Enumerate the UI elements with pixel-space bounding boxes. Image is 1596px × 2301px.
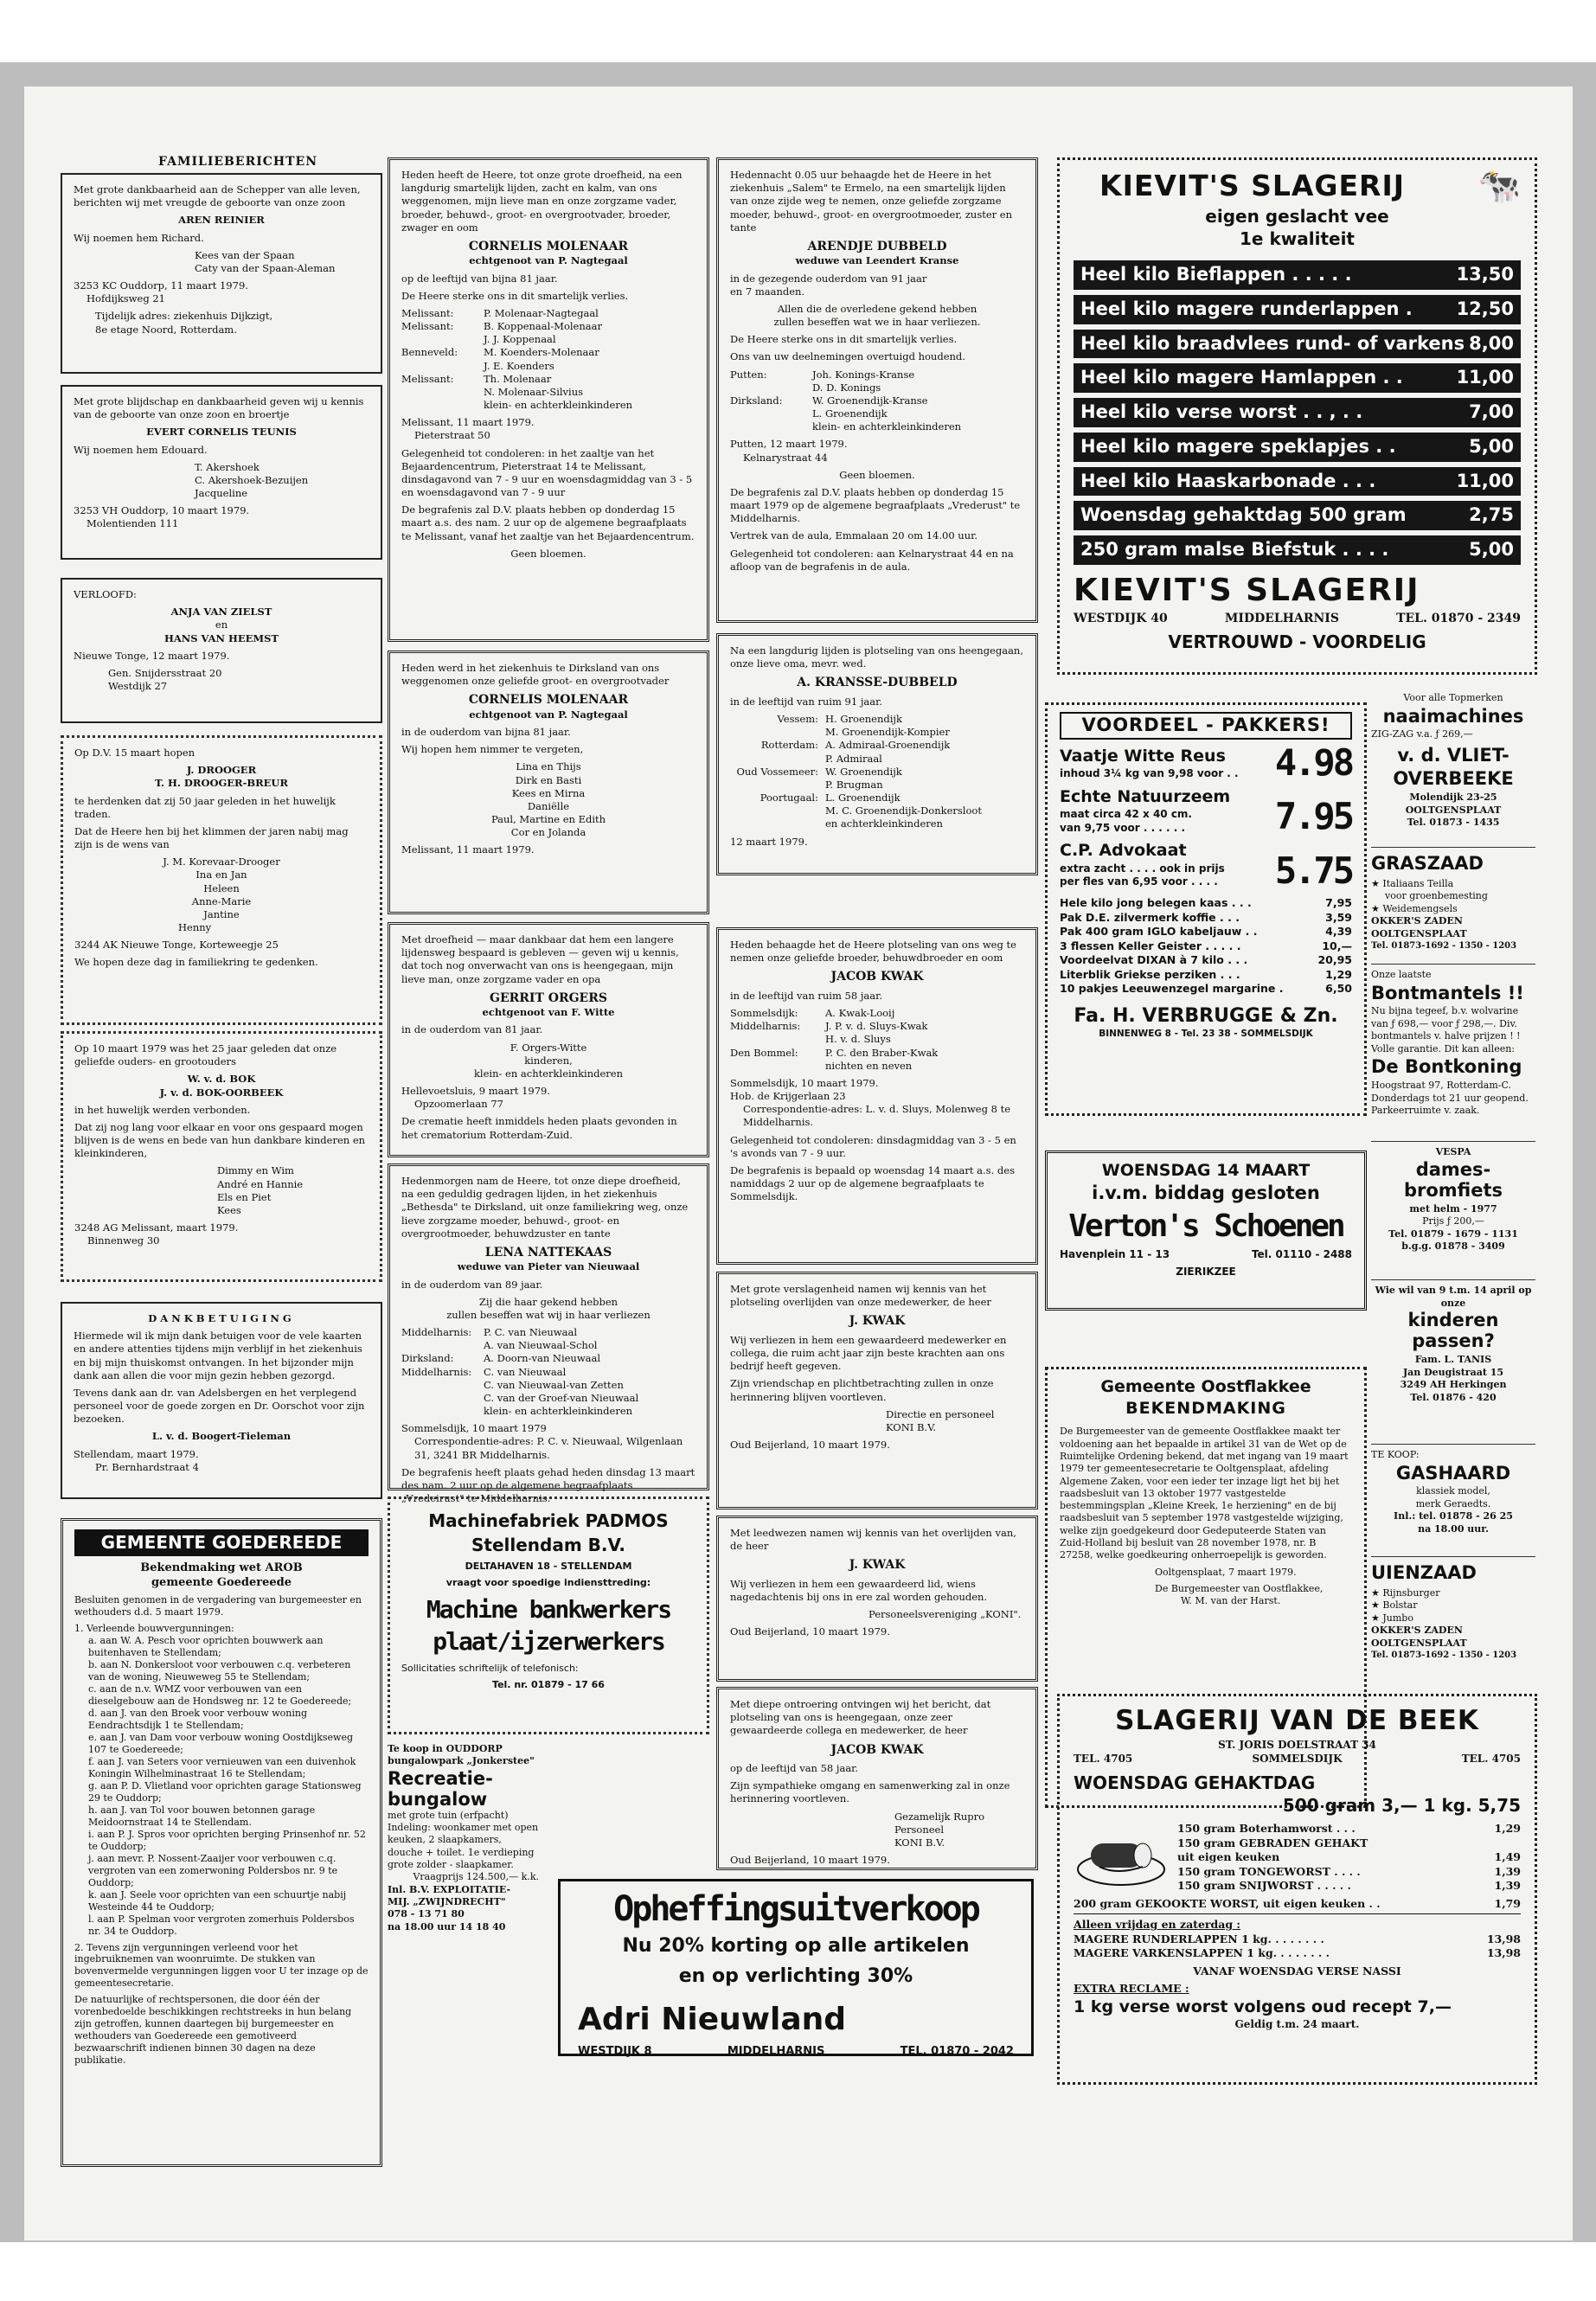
price-row: Pak D.E. zilvermerk koffie . . . 3,59 <box>1060 910 1352 924</box>
price-row: 250 gram malse Biefstuk . . . . 5,00 <box>1074 535 1521 565</box>
obituary-kransse: Na een langdurig lijden is plotseling van ons heengegaan, onze lieve oma, mevr. wed. A. KRANSSE-DUBBELD in de leeftijd van ruim 91 jaar. Vessem: H. Groenendijk M. Groenendijk-Kompier Rotterdam: A. Admiraal-Groenendijk P. Admiraal Oud Vossemeer: W. Groenendijk P. Brugman Poortugaal: L. Groenendijk M. C. Groenendijk-Donkersloot en achterkleinkinderen 12 maart 1979. <box>716 633 1038 875</box>
price-row: Hele kilo jong belegen kaas . . . 7,95 <box>1060 896 1352 910</box>
obituary-kwak-rupro: Met diepe ontroering ontvingen wij het bericht, dat plotseling van ons is heengegaan, onze zeer gewaardeerde collega en medewerker, de heer JACOB KWAK op de leeftijd van 58 jaar. Zijn sympathieke omgang en samenwerking zal in onze herinnering voortleven. Gezamelijk Rupro Personeel KONI B.V. Oud Beijerland, 10 maart 1979. <box>716 1687 1038 1870</box>
list-item: i. aan P. J. Spros voor oprichten berging Prinsenhof nr. 52 te Ouddorp; <box>88 1828 366 1852</box>
clearance-address: WESTDIJK 8 MIDDELHARNIS TEL. 01870 - 2042 <box>578 2044 1014 2058</box>
birth-notice-evert: Met grote blijdschap en dankbaarheid geven wij u kennis van de geboorte van onze zoon en broertje EVERT CORNELIS TEUNIS Wij noemen hem Edouard. T. Akershoek C. Akershoek-Bezuijen Jacqueline 3253 VH Ouddorp, 10 maart 1979. Molentienden 111 <box>61 385 382 560</box>
obituary-orgers: Met droefheid — maar dankbaar dat hem een langere lijdensweg bespaard is gebleven — geven wij u kennis, dat toch nog onverwacht van ons is heengegaan, mijn lieve man, onze zorgzame vader en opa GERRIT ORGERS echtgenoot van F. Witte in de ouderdom van 81 jaar. F. Orgers-Witte kinderen, klein- en achterkleinkinderen Hellevoetsluis, 9 maart 1979. Opzoomerlaan 77 De crematie heeft inmiddels heden plaats gevonden in het crematorium Rotterdam-Zuid. <box>388 922 709 1157</box>
oostflakkee-announcement: Gemeente Oostflakkee BEKENDMAKING De Burgemeester van de gemeente Oostflakkee maakt ter voldoening aan het bepaalde in artikel 31 van de Wet op de Ruimtelijke Ordening bekend, dat met ingang van 19 maart 1979 ter gemeentesecretarie te Ooltgensplaat, afdeling Algemene Zaken, voor een ieder ter inzage ligt het bij het raadsbesluit van 13 oktober 1977 vastgestelde bestemmingsplan „Kleine Kreek, 1e herziening" en de bij raadsbesluit van 5 september 1978 vastgestelde wijziging, welke zijn goedgekeurd door Gedeputeerde Staten van Zuid-Holland bij besluit van 28 november 1978, nr. B 27258, welke goedkeuring onherroepelijk is geworden. Ooltgensplaat, 7 maart 1979. De Burgemeester van Oostflakkee, W. M. van der Harst. <box>1045 1367 1367 1808</box>
obituary-molenaar: Heden heeft de Heere, tot onze grote droefheid, na een langdurig smartelijk lijden, zacht en kalm, van ons weggenomen, mijn lieve man en onze zorgzame vader, broeder, behuwd-, groot- en overgrootvader, broeder, zwager en oom CORNELIS MOLENAAR echtgenoot van P. Nagtegaal op de leeftijd van bijna 81 jaar. De Heere sterke ons in dit smartelijk verlies. Melissant: P. Molenaar-Nagtegaal Melissant: B. Koppenaal-Molenaar J. J. Koppenaal Benneveld: M. Koenders-Molenaar J. E. Koenders Melissant: Th. Molenaar N. Molenaar-Silvius klein- en achterkleinkinderen Melissant, 11 maart 1979. Pieterstraat 50 Gelegenheid tot condoleren: in het zaaltje van het Bejaardencentrum, Pieterstraat 14 te Melissant, dinsdagavond van 7 - 9 uur en woensdagmiddag van 3 - 5 en woensdagavond van 7 - 9 uur De begrafenis zal D.V. plaats hebben op donderdag 15 maart a.s. des nam. 2 uur op de algemene begraafplaats te Melissant, vanaf het zaaltje van het Bejaardencentrum. Geen bloemen. <box>388 157 709 642</box>
list-item: g. aan P. D. Vlietland voor oprichten garage Stationsweg 29 te Ouddorp; <box>88 1779 362 1804</box>
obituary-kwak-koni: Met grote verslagenheid namen wij kennis van het plotseling overlijden van onze medewerker, de heer J. KWAK Wij verliezen in hem een gewaardeerd medewerker en collega, die ruim acht jaar zijn beste krachten aan ons bedrijf heeft gegeven. Zijn vriendschap en plichtbetrachting zullen in onze herinnering blijven voortleven. Directie en personeel KONI B.V. Oud Beijerland, 10 maart 1979. <box>716 1272 1038 1509</box>
section-header: FAMILIEBERICHTEN <box>157 155 318 169</box>
price-row: Heel kilo Bieflappen . . . . . 13,50 <box>1074 260 1521 290</box>
price-row: Heel kilo verse worst . . , . . 7,00 <box>1074 398 1521 427</box>
star-icon: ★ <box>1371 902 1383 914</box>
verton-shoes-ad: WOENSDAG 14 MAART i.v.m. biddag gesloten Verton's Schoenen Havenplein 11 - 13 Tel. 01110 - 2488 ZIERIKZEE <box>1045 1150 1367 1311</box>
price-row: 150 gram SNIJWORST . . . . . 1,39 <box>1177 1879 1521 1893</box>
permit-list <box>74 1635 369 1937</box>
clearance-sale-ad: Opheffingsuitverkoop Nu 20% korting op alle artikelen en op verlichting 30% Adri Nieuwland WESTDIJK 8 MIDDELHARNIS TEL. 01870 - 2042 <box>558 1879 1034 2056</box>
price-row: Heel kilo magere Hamlappen . . 11,00 <box>1074 363 1521 393</box>
price-row: Heel kilo magere runderlappen . 12,50 <box>1074 295 1521 324</box>
obituary-kwak-association: Met leedwezen namen wij kennis van het overlijden van, de heer J. KWAK Wij verliezen in hem een gewaardeerd lid, wiens nagedachtenis bij ons in ere zal worden gehouden. Personeelsvereniging „KONI". Oud Beijerland, 10 maart 1979. <box>716 1516 1038 1682</box>
list-item: c. aan de n.v. WMZ voor verbouwen van een dieselgebouw aan de Hondsweg nr. 12 te Goedereede; <box>88 1683 352 1708</box>
obituary-nattekaas: Hedenmorgen nam de Heere, tot onze diepe droefheid, na een geduldig gedragen lijden, in het ziekenhuis „Bethesda" te Dirksland, uit onze familiekring weg, onze lieve zorgzame moeder, behuwd-, groot- en overgrootmoeder, behuwdzuster en tante LENA NATTEKAAS weduwe van Pieter van Nieuwaal in de ouderdom van 89 jaar. Zij die haar gekend hebben zullen beseffen wat wij in haar verliezen Middelharnis: P. C. van Nieuwaal A. van Nieuwaal-Schol Dirksland: A. Doorn-van Nieuwaal Middelharnis: C. van Nieuwaal C. van Nieuwaal-van Zetten C. van der Groef-van Nieuwaal klein- en achterkleinkinderen Sommelsdijk, 10 maart 1979 Correspondentie-adres: P. C. v. Nieuwaal, Wilgenlaan 31, 3241 BR Middelharnis. De begrafenis heeft plaats gehad heden dinsdag 13 maart des nam. 2 uur op de algemene begraafplaats „Vredeirust" te Middelharnis. <box>388 1163 709 1490</box>
list-item: d. aan J. van den Broek voor verbouw woning Eendrachtsdijk 1 te Stellendam; <box>88 1708 308 1732</box>
list-item: a. aan W. A. Pesch voor oprichten bouwwerk aan buitenhaven te Stellendam; <box>88 1635 324 1659</box>
price-row: Heel kilo braadvlees rund- of varkens 8,00 <box>1074 330 1521 359</box>
goedereede-title: GEMEENTE GOEDEREEDE <box>74 1529 369 1556</box>
thank-you-notice: DANKBETUIGING Hiermede wil ik mijn dank betuigen voor de vele kaarten en andere attenties tijdens mijn verblijf in het ziekenhuis en bij mijn thuiskomst ontvangen. In het bijzonder mijn dank aan allen die voor mijn gezin hebben gezorgd. Tevens dank aan dr. van Adelsbergen en het verplegend personeel voor de goede zorgen en Dr. Oorschot voor zijn bezoeken. L. v. d. Boogert-Tieleman Stellendam, maart 1979. Pr. Bernhardstraat 4 <box>61 1302 382 1499</box>
gashaard-ad: TE KOOP: GASHAARD klassiek model, merk Geraedts. Inl.: tel. 01878 - 26 25 na 18.00 uur. <box>1371 1449 1535 1557</box>
engagement-notice: VERLOOFD: ANJA VAN ZIELST en HANS VAN HEEMST Nieuwe Tonge, 12 maart 1979. Gen. Snijdersstraat 20 Westdijk 27 <box>61 578 382 723</box>
price-row: 200 gram GEKOOKTE WORST, uit eigen keuken . . 1,79 <box>1074 1897 1521 1915</box>
graszaad-ad: GRASZAAD ★ Italiaans Teilla voor groenbemesting ★ Weidemengsels OKKER'S ZADEN OOLTGENSPLAAT Tel. 01873-1692 - 1350 - 1203 <box>1371 852 1535 965</box>
list-item: h. aan J. van Tol voor bouwen betonnen garage Meidoornstraat 14 te Stellendam. <box>88 1804 316 1828</box>
price-row: MAGERE RUNDERLAPPEN 1 kg. . . . . . . . 13,98 <box>1074 1932 1521 1945</box>
meat-illustration <box>1074 1822 1169 1891</box>
price-row: Woensdag gehaktdag 500 gram 2,75 <box>1074 501 1521 530</box>
price-row: Heel kilo Haaskarbonade . . . 11,00 <box>1074 467 1521 497</box>
obituary-molenaar-grandchildren: Heden werd in het ziekenhuis te Dirksland van ons weggenomen onze geliefde groot- en overgrootvader CORNELIS MOLENAAR echtgenoot van P. Nagtegaal in de ouderdom van bijna 81 jaar. Wij hopen hem nimmer te vergeten, Lina en Thijs Dirk en Basti Kees en Mirna Daniëlle Paul, Martine en Edith Cor en Jolanda Melissant, 11 maart 1979. <box>388 651 709 914</box>
obituary-kwak-family: Heden behaagde het de Heere plotseling van ons weg te nemen onze geliefde broeder, behuwdbroeder en oom JACOB KWAK in de leeftijd van ruim 58 jaar. Sommelsdijk: A. Kwak-Looij Middelharnis: J. P. v. d. Sluys-Kwak H. v. d. Sluys Den Bommel: P. C. den Braber-Kwak nichten en neven Sommelsdijk, 10 maart 1979. Hob. de Krijgerlaan 23 Correspondentie-adres: L. v. d. Sluys, Molenweg 8 te Middelharnis. Gelegenheid tot condoleren: dinsdagmiddag van 3 - 5 en 's avonds van 7 - 9 uur. De begrafenis is bepaald op woensdag 14 maart a.s. des namiddags 2 uur op de algemene begraafplaats te Sommelsdijk. <box>716 927 1038 1265</box>
van-de-beek-butcher-ad: SLAGERIJ VAN DE BEEK ST. JORIS DOELSTRAAT 34 TEL. 4705 SOMMELSDIJK TEL. 4705 WOENSDAG GEHAKTDAG 500 gram 3,— 1 kg. 5,75 150 gram Boterhamworst . . . 1,29 150 gram GEBRADEN GEHAKT uit eigen keuken 1,49 150 gram TONGEWORST . . . . 1,39 150 gram SNIJWORST . . . . . 1,39 200 gram GEKOOKTE WORST, uit eigen keuken . . 1,79 Alleen vrijdag en zaterdag : MAGERE RUNDERLAPPEN 1 kg. . . . . . . . 13,98 MAGERE VARKENSLAPPEN 1 kg. . . . . . . . 13,98 VANAF WOENSDAG VERSE NASSI EXTRA RECLAME : 1 kg verse worst volgens oud recept 7,— Geldig t.m. 24 maart. <box>1057 1694 1537 2085</box>
anniversary-drooger: Op D.V. 15 maart hopen J. DROOGER T. H. DROOGER-BREUR te herdenken dat zij 50 jaar geleden in het huwelijk traden. Dat de Heere hen bij het klimmen der jaren nabij mag zijn is de wens van J. M. Korevaar-Drooger Ina en Jan Heleen Anne-Marie Jantine Henny 3244 AK Nieuwe Tonge, Korteweegje 25 We hopen deze dag in familiekring te gedenken. <box>61 735 382 1025</box>
naaimachines-ad: Voor alle Topmerken naaimachines ZIG-ZAG v.a. ƒ 269,— v. d. VLIET- OVERBEEKE Molendijk 23-25 OOLTGENSPLAAT Tel. 01873 - 1435 <box>1371 692 1535 848</box>
list-item: k. aan J. Seele voor oprichten van een schuurtje nabij Westeinde 44 te Ouddorp; <box>88 1888 347 1913</box>
price-row: Literblik Griekse perziken . . . 1,29 <box>1060 967 1352 981</box>
obituary-dubbeld: Hedennacht 0.05 uur behaagde het de Heere in het ziekenhuis „Salem" te Ermelo, na een smartelijk lijden van onze zijde weg te nemen, onze geliefde zorgzame moeder, behuwd-, groot- en overgrootmoeder, zuster en tante ARENDJE DUBBELD weduwe van Leendert Kranse in de gezegende ouderdom van 91 jaar en 7 maanden. Allen die de overledene gekend hebben zullen beseffen wat we in haar verliezen. De Heere sterke ons in dit smartelijk verlies. Ons van uw deelnemingen overtuigd houdend. Putten: Joh. Konings-Kranse D. D. Konings Dirksland: W. Groenendijk-Kranse L. Groenendijk klein- en achterkleinkinderen Putten, 12 maart 1979. Kelnarystraat 44 Geen bloemen. De begrafenis zal D.V. plaats hebben op donderdag 15 maart 1979 op de algemene begraafplaats „Vrederust" te Middelharnis. Vertrek van de aula, Emmalaan 20 om 14.00 uur. Gelegenheid tot condoleren: aan Kelnarystraat 44 en na afloop van de begrafenis in de aula. <box>716 157 1038 623</box>
price-row: 150 gram GEBRADEN GEHAKT uit eigen keuken 1,49 <box>1177 1836 1521 1864</box>
price-row: Voordeelvat DIXAN à 7 kilo . . . 20,95 <box>1060 953 1352 967</box>
price-row: Pak 400 gram IGLO kabeljauw . . 4,39 <box>1060 925 1352 939</box>
uienzaad-ad: UIENZAAD ★ Rijnsburger ★ Bolstar ★ Jumbo OKKER'S ZADEN OOLTGENSPLAAT Tel. 01873-1692 - 1350 - 1203 <box>1371 1562 1517 1661</box>
list-item: l. aan P. Spelman voor vergroten zomerhuis Poldersbos nr. 34 te Ouddorp. <box>88 1913 355 1937</box>
star-icon: ★ <box>1371 1599 1383 1612</box>
goedereede-announcement: GEMEENTE GOEDEREEDE Bekendmaking wet AROB gemeente Goedereede Besluiten genomen in de vergadering van burgemeester en wethouders d.d. 5 maart 1979. 1. Verleende bouwvergunningen: a. aan W. A. Pesch voor oprichten bouwwerk aan buitenhaven te Stellendam; b. aan N. Donkersloot voor verbouwen c.q. verbeteren van de woning, Nieuweweg 55 te Stellendam; c. aan de n.v. WMZ voor verbouwen van een dieselgebouw aan de Hondsweg nr. 12 te Goedereede; d. aan J. van den Broek voor verbouw woning Eendrachtsdijk 1 te Stellendam; e. aan J. van Dam voor verbouw woning Oostdijkseweg 107 te Goedereede; f. aan J. van Seters voor vernieuwen van een duivenhok Koningin Wilhelminastraat 16 te Stellendam; g. aan P. D. Vlietland voor oprichten garage Stationsweg 29 te Ouddorp; h. aan J. van Tol voor bouwen betonnen garage Meidoornstraat 14 te Stellendam. i. aan P. J. Spros voor oprichten berging Prinsenhof nr. 52 te Ouddorp; j. aan mevr. P. Nossent-Zaaijer voor verbouwen c.q. vergroten van een zomerwoning Poldersbos nr. 9 te Ouddorp; k. aan J. Seele voor oprichten van een schuurtje nabij Westeinde 44 te Ouddorp; l. aan P. Spelman voor vergroten zomerhuis Poldersbos nr. 34 te Ouddorp. 2. Tevens zijn vergunningen verleend voor het ingebruiknemen van woonruimte. De stukken van bovenvermelde vergunningen liggen voor U ter inzage op de gemeentesecretarie. De natuurlijke of rechtspersonen, die door één der vorenbedoelde beschikkingen rechtstreeks in hun belang zijn getroffen, kunnen daartegen bij burgemeester en wethouders van Goedereede een gemotiveerd bezwaarschrift indienen binnen 30 dagen na deze publikatie. <box>61 1518 382 2167</box>
list-item: e. aan J. van Dam voor verbouw woning Oostdijkseweg 107 te Goedereede; <box>88 1732 353 1756</box>
price-row: 150 gram TONGEWORST . . . . 1,39 <box>1177 1864 1521 1878</box>
star-icon: ★ <box>1371 1586 1383 1599</box>
cow-icon: 🐄 <box>1477 165 1521 206</box>
price-row: 3 flessen Keller Geister . . . . . 10,— <box>1060 939 1352 952</box>
list-item: j. aan mevr. P. Nossent-Zaaijer voor verbouwen c.q. vergroten van een zomerwoning Poldersbos nr. 9 te Ouddorp; <box>88 1852 338 1888</box>
vespa-ad: VESPA dames- bromfiets met helm - 1977 Prijs ƒ 200,— Tel. 01879 - 1679 - 1131 b.g.g. 01878 - 3409 <box>1371 1146 1535 1280</box>
list-item: b. aan N. Donkersloot voor verbouwen c.q. verbeteren van de woning, Nieuweweg 55 te Stellendam; <box>88 1659 351 1683</box>
kievit-butcher-ad: KIEVIT'S SLAGERIJ 🐄 eigen geslacht vee 1e kwaliteit Heel kilo Bieflappen . . . . . 13,50 Heel kilo magere runderlappen . 12,50 Heel kilo braadvlees rund- of varkens 8,00 Heel kilo magere Hamlappen . . 11,00 Heel kilo verse worst . . , . . 7,00 Heel kilo magere speklapjes . . 5,00 Heel kilo Haaskarbonade . . . 11,00 Woensdag gehaktdag 500 gram 2,75 250 gram malse Biefstuk . . . . 5,00 KIEVIT'S SLAGERIJ WESTDIJK 40 MIDDELHARNIS TEL. 01870 - 2349 VERTROUWD - VOORDELIG <box>1057 157 1537 675</box>
padmos-job-ad: Machinefabriek PADMOS Stellendam B.V. DELTAHAVEN 18 - STELLENDAM vraagt voor spoedige indiensttreding: Machine bankwerkers plaat/ijzerwerkers Sollicitaties schriftelijk of telefonisch: Tel. nr. 01879 - 17 66 <box>388 1497 709 1734</box>
price-row: MAGERE VARKENSLAPPEN 1 kg. . . . . . . . 13,98 <box>1074 1946 1521 1960</box>
list-item: f. aan J. van Seters voor vernieuwen van een duivenhok Koningin Wilhelminastraat 16 te Stellendam; <box>88 1755 356 1779</box>
star-icon: ★ <box>1371 1612 1383 1624</box>
anniversary-bok: Op 10 maart 1979 was het 25 jaar geleden dat onze geliefde ouders- en grootouders W. v. d. BOK J. v. d. BOK-OORBEEK in het huwelijk werden verbonden. Dat zij nog lang voor elkaar en voor ons gespaard mogen blijven is de wens en bede van hun dankbare kinderen en kleinkinderen, Dimmy en Wim André en Hannie Els en Piet Kees 3248 AG Melissant, maart 1979. Binnenweg 30 <box>61 1031 382 1282</box>
birth-notice-aren: Met grote dankbaarheid aan de Schepper van alle leven, berichten wij met vreugde de geboorte van onze zoon AREN REINIER Wij noemen hem Richard. Kees van der Spaan Caty van der Spaan-Aleman 3253 KC Ouddorp, 11 maart 1979. Hofdijksweg 21 Tijdelijk adres: ziekenhuis Dijkzigt, 8e etage Noord, Rotterdam. <box>61 173 382 374</box>
tanis-ad: Wie wil van 9 t.m. 14 april op onze kinderen passen? Fam. L. TANIS Jan Deugistraat 15 3249 AH Herkingen Tel. 01876 - 420 <box>1371 1285 1535 1445</box>
price-row: Heel kilo magere speklapjes . . 5,00 <box>1074 433 1521 462</box>
bungalow-sale-ad: Te koop in OUDDORP bungalowpark „Jonkerstee" Recreatie- bungalow met grote tuin (erfpacht) Indeling: woonkamer met open keuken, 2 slaapkamers, douche + toilet. 1e verdieping grote zolder - slaapkamer. Vraagprijs 124.500,— k.k. Inl. B.V. EXPLOITATIE- MIJ. „ZWIJNDRECHT" 078 - 13 71 80 na 18.00 uur 14 18 40 <box>388 1743 539 1932</box>
verbrugge-ad: VOORDEEL - PAKKERS! Vaatje Witte Reus inhoud 3¼ kg van 9,98 voor . . 4.98 Echte Natuurzeem maat circa 42 x 40 cm. van 9,75 voor . . . . . . 7.95 C.P. Advokaat extra zacht . . . . ook in prijs per fles van 6,95 voor . . . . 5.75 Hele kilo jong belegen kaas . . . 7,95 Pak D.E. zilvermerk koffie . . . 3,59 Pak 400 gram IGLO kabeljauw . . 4,39 3 flessen Keller Geister . . . . . 10,— Voordeelvat DIXAN à 7 kilo . . . 20,95 Literblik Griekse perziken . . . 1,29 10 pakjes Leeuwenzegel margarine . 6,50 Fa. H. VERBRUGGE & Zn. BINNENWEG 8 - Tel. 23 38 - SOMMELSDIJK <box>1045 702 1367 1116</box>
price-row: 10 pakjes Leeuwenzegel margarine . 6,50 <box>1060 982 1352 996</box>
price-row: 150 gram Boterhamworst . . . 1,29 <box>1177 1822 1521 1836</box>
bontkoning-ad: Onze laatste Bontmantels !! Nu bijna tegeef, b.v. wolvarine van ƒ 698,— voor ƒ 298,—. Div. bontmantels v. halve prijzen ! ! Volle garantie. Dit kan alleen: De Bontkoning Hoogstraat 97, Rotterdam-C. Donderdags tot 21 uur geopend. Parkeerruimte v. zaak. <box>1371 969 1535 1142</box>
star-icon: ★ <box>1371 877 1383 889</box>
